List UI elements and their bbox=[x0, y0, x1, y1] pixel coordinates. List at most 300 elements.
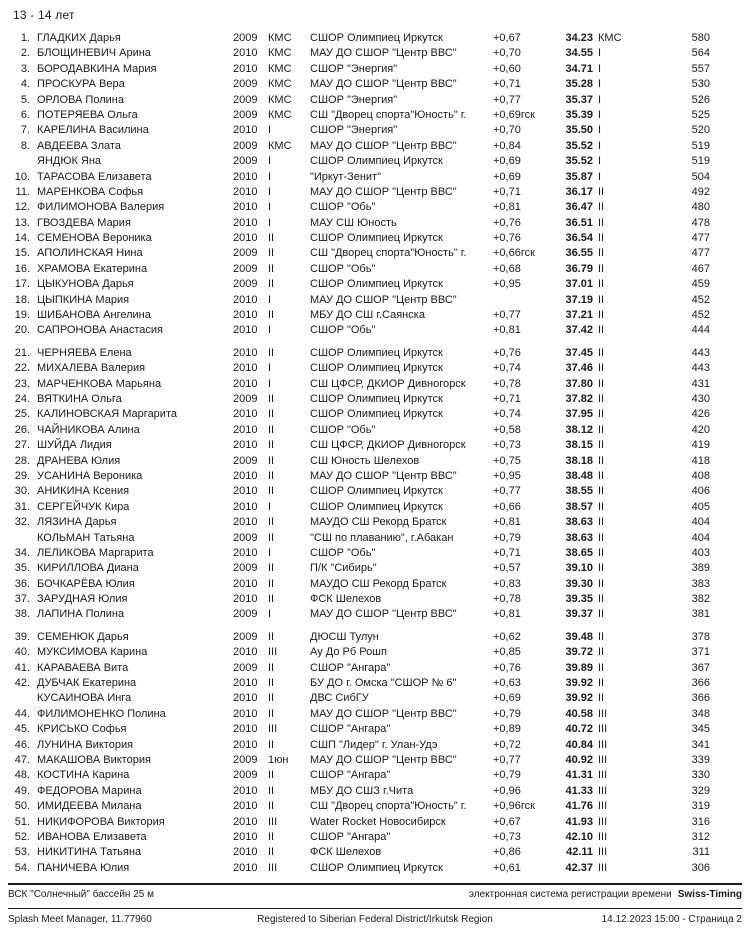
cell-reaction: +0,67 bbox=[493, 32, 521, 44]
cell-club: СШОР "Ангара" bbox=[310, 661, 391, 674]
cell-points: 530 bbox=[691, 78, 710, 91]
timing-brand: Swiss-Timing bbox=[677, 889, 742, 900]
cell-club: СШОР Олимпиец Иркутск bbox=[310, 346, 443, 359]
cell-place: 17. bbox=[14, 278, 30, 291]
cell-time: 39.30 bbox=[565, 577, 593, 590]
timing-system bbox=[469, 888, 742, 902]
table-row bbox=[0, 607, 750, 622]
cell-reaction: +0,69гск bbox=[493, 108, 535, 121]
cell-points: 452 bbox=[691, 309, 710, 322]
cell-name: ФИЛИМОНЕНКО Полина bbox=[37, 707, 166, 720]
cell-rank: II bbox=[268, 707, 275, 720]
cell-reaction: +0,79 bbox=[493, 769, 521, 782]
cell-reaction: +0,96гск bbox=[493, 800, 535, 813]
cell-new-rank: I bbox=[598, 47, 602, 60]
cell-year: 2009 bbox=[233, 139, 258, 152]
cell-points: 418 bbox=[691, 454, 710, 467]
cell-points: 330 bbox=[691, 769, 710, 782]
cell-year: 2009 bbox=[233, 108, 258, 121]
cell-year: 2010 bbox=[233, 646, 258, 659]
cell-year: 2010 bbox=[233, 201, 258, 214]
cell-place: 24. bbox=[14, 392, 30, 405]
cell-name: ИМИДЕЕВА Милана bbox=[37, 800, 142, 813]
table-row bbox=[0, 722, 750, 737]
cell-rank: II bbox=[268, 423, 275, 436]
table-row bbox=[0, 323, 750, 338]
cell-name: КАРАВАЕВА Вита bbox=[37, 661, 129, 674]
cell-new-rank: III bbox=[598, 707, 608, 720]
cell-name: КОСТИНА Карина bbox=[37, 769, 130, 782]
cell-rank: II bbox=[268, 408, 275, 421]
cell-year: 2010 bbox=[233, 124, 258, 137]
cell-reaction: +0,86 bbox=[493, 846, 521, 859]
cell-name: САПРОНОВА Анастасия bbox=[37, 324, 164, 337]
cell-points: 426 bbox=[691, 408, 710, 421]
footer-rule-thick bbox=[8, 883, 742, 885]
cell-place: 12. bbox=[14, 201, 30, 214]
cell-place: 38. bbox=[14, 608, 30, 621]
cell-reaction: +0,77 bbox=[493, 93, 521, 106]
cell-new-rank: III bbox=[598, 861, 608, 874]
cell-name: ЛЕЛИКОВА Маргарита bbox=[37, 546, 154, 559]
cell-points: 478 bbox=[691, 216, 710, 229]
cell-points: 504 bbox=[691, 170, 710, 183]
cell-club: БУ ДО г. Омска "СШОР № 6" bbox=[310, 677, 457, 690]
cell-year: 2010 bbox=[233, 692, 258, 705]
cell-reaction: +0,71 bbox=[493, 546, 521, 559]
cell-year: 2010 bbox=[233, 500, 258, 513]
cell-year: 2010 bbox=[233, 593, 258, 606]
cell-new-rank: II bbox=[598, 646, 605, 659]
cell-club: СШОР "Обь" bbox=[310, 423, 376, 436]
cell-place: 49. bbox=[14, 784, 30, 797]
cell-rank: II bbox=[268, 800, 275, 813]
cell-year: 2009 bbox=[233, 454, 258, 467]
cell-time: 42.10 bbox=[565, 830, 593, 843]
table-row bbox=[0, 738, 750, 753]
cell-time: 39.89 bbox=[565, 661, 593, 674]
cell-name: ТАРАСОВА Елизавета bbox=[37, 170, 152, 183]
cell-reaction: +0,71 bbox=[493, 185, 521, 198]
cell-reaction: +0,62 bbox=[493, 630, 521, 643]
table-row bbox=[0, 784, 750, 799]
cell-club: СШОР "Обь" bbox=[310, 262, 376, 275]
cell-place: 41. bbox=[14, 661, 30, 674]
cell-name: ФИЛИМОНОВА Валерия bbox=[37, 201, 165, 214]
cell-points: 404 bbox=[691, 531, 710, 544]
cell-new-rank: II bbox=[598, 232, 605, 245]
cell-time: 41.76 bbox=[565, 800, 593, 813]
cell-points: 405 bbox=[691, 500, 710, 513]
cell-points: 467 bbox=[691, 262, 710, 275]
cell-time: 36.47 bbox=[565, 201, 593, 214]
cell-reaction: +0,76 bbox=[493, 216, 521, 229]
cell-reaction: +0,95 bbox=[493, 469, 521, 482]
cell-name: ГЛАДКИХ Дарья bbox=[37, 32, 121, 44]
cell-name: НИКИТИНА Татьяна bbox=[37, 846, 142, 859]
cell-year: 2009 bbox=[233, 661, 258, 674]
cell-points: 383 bbox=[691, 577, 710, 590]
cell-name: АВДЕЕВА Злата bbox=[37, 139, 121, 152]
cell-new-rank: КМС bbox=[598, 32, 622, 44]
table-row bbox=[0, 200, 750, 215]
cell-reaction: +0,76 bbox=[493, 232, 521, 245]
cell-points: 316 bbox=[691, 815, 710, 828]
cell-new-rank: III bbox=[598, 769, 608, 782]
cell-place: 2. bbox=[20, 47, 30, 60]
cell-place: 28. bbox=[14, 454, 30, 467]
cell-place: 7. bbox=[20, 124, 30, 137]
cell-year: 2010 bbox=[233, 377, 258, 390]
table-row bbox=[0, 407, 750, 422]
cell-name: ЧАЙНИКОВА Алина bbox=[37, 423, 140, 436]
cell-new-rank: II bbox=[598, 439, 605, 452]
timing-system-label: электронная система регистрации времени bbox=[468, 889, 672, 900]
cell-rank: КМС bbox=[268, 78, 292, 91]
cell-new-rank: III bbox=[598, 723, 608, 736]
cell-year: 2010 bbox=[233, 846, 258, 859]
cell-time: 39.37 bbox=[565, 608, 593, 621]
table-row bbox=[0, 216, 750, 231]
cell-time: 35.50 bbox=[565, 124, 593, 137]
cell-reaction: +0,73 bbox=[493, 439, 521, 452]
cell-year: 2009 bbox=[233, 392, 258, 405]
cell-year: 2010 bbox=[233, 677, 258, 690]
cell-rank: II bbox=[268, 454, 275, 467]
cell-name: БОЧКАРЁВА Юлия bbox=[37, 577, 135, 590]
footer-rule-thin bbox=[8, 908, 742, 909]
cell-rank: I bbox=[268, 546, 272, 559]
cell-rank: КМС bbox=[268, 108, 292, 121]
cell-new-rank: II bbox=[598, 677, 605, 690]
cell-club: МАУ ДО СШОР "Центр ВВС" bbox=[310, 78, 457, 91]
cell-time: 34.23 bbox=[565, 32, 593, 44]
cell-year: 2010 bbox=[233, 485, 258, 498]
cell-year: 2010 bbox=[233, 362, 258, 375]
cell-place bbox=[0, 531, 30, 546]
cell-points: 459 bbox=[691, 278, 710, 291]
cell-year: 2010 bbox=[233, 216, 258, 229]
cell-time: 37.01 bbox=[565, 278, 593, 291]
cell-place: 39. bbox=[14, 630, 30, 643]
cell-points: 319 bbox=[691, 800, 710, 813]
cell-name: МАРЕНКОВА Софья bbox=[37, 185, 144, 198]
cell-rank: I bbox=[268, 216, 272, 229]
cell-points: 366 bbox=[691, 692, 710, 705]
cell-points: 382 bbox=[691, 593, 710, 606]
cell-new-rank: II bbox=[598, 324, 605, 337]
cell-club: СШ ЦФСР, ДКИОР Дивногорск bbox=[310, 377, 466, 390]
cell-time: 37.46 bbox=[565, 362, 593, 375]
cell-new-rank: II bbox=[598, 485, 605, 498]
cell-place: 22. bbox=[14, 362, 30, 375]
table-row bbox=[0, 93, 750, 108]
cell-rank: II bbox=[268, 738, 275, 751]
cell-rank: I bbox=[268, 155, 272, 168]
cell-time: 41.93 bbox=[565, 815, 593, 828]
cell-time: 38.48 bbox=[565, 469, 593, 482]
cell-rank: I bbox=[268, 201, 272, 214]
cell-year: 2010 bbox=[233, 346, 258, 359]
cell-place: 53. bbox=[14, 846, 30, 859]
cell-points: 339 bbox=[691, 753, 710, 766]
cell-new-rank: II bbox=[598, 278, 605, 291]
cell-time: 35.28 bbox=[565, 78, 593, 91]
cell-club: СШОР "Ангара" bbox=[310, 723, 391, 736]
table-row bbox=[0, 246, 750, 261]
cell-rank: I bbox=[268, 324, 272, 337]
cell-club: СШОР "Энергия" bbox=[310, 93, 398, 106]
cell-year: 2009 bbox=[233, 769, 258, 782]
cell-club: СШОР Олимпиец Иркутск bbox=[310, 861, 443, 874]
cell-points: 480 bbox=[691, 201, 710, 214]
cell-rank: КМС bbox=[268, 32, 292, 44]
cell-time: 37.19 bbox=[565, 293, 593, 306]
cell-club: ФСК Шелехов bbox=[310, 846, 382, 859]
cell-reaction: +0,79 bbox=[493, 707, 521, 720]
cell-time: 34.55 bbox=[565, 47, 593, 60]
cell-place: 45. bbox=[14, 723, 30, 736]
cell-rank: I bbox=[268, 293, 272, 306]
cell-club: СШ "Дворец спорта"Юность" г. bbox=[310, 800, 467, 813]
cell-name: КИРИЛЛОВА Диана bbox=[37, 562, 139, 575]
cell-new-rank: I bbox=[598, 78, 602, 91]
table-row bbox=[0, 77, 750, 92]
cell-time: 41.31 bbox=[565, 769, 593, 782]
cell-new-rank: III bbox=[598, 753, 608, 766]
cell-place: 36. bbox=[14, 577, 30, 590]
cell-name: ФЕДОРОВА Марина bbox=[37, 784, 142, 797]
cell-name: МИХАЛЕВА Валерия bbox=[37, 362, 146, 375]
cell-reaction: +0,69 bbox=[493, 155, 521, 168]
table-row bbox=[0, 500, 750, 515]
cell-year: 2010 bbox=[233, 516, 258, 529]
cell-points: 444 bbox=[691, 324, 710, 337]
cell-place: 5. bbox=[20, 93, 30, 106]
cell-points: 477 bbox=[691, 247, 710, 260]
cell-club: СШОР "Обь" bbox=[310, 201, 376, 214]
cell-rank: III bbox=[268, 861, 278, 874]
cell-points: 341 bbox=[691, 738, 710, 751]
cell-new-rank: II bbox=[598, 562, 605, 575]
cell-new-rank: I bbox=[598, 155, 602, 168]
cell-points: 306 bbox=[691, 861, 710, 874]
table-row bbox=[0, 46, 750, 61]
cell-club: МАУДО СШ Рекорд Братск bbox=[310, 516, 447, 529]
cell-year: 2009 bbox=[233, 630, 258, 643]
cell-name: ГВОЗДЕВА Мария bbox=[37, 216, 131, 229]
cell-name: ЛАПИНА Полина bbox=[37, 608, 125, 621]
cell-rank: II bbox=[268, 630, 275, 643]
cell-place: 15. bbox=[14, 247, 30, 260]
cell-rank: II bbox=[268, 346, 275, 359]
table-row bbox=[0, 139, 750, 154]
cell-rank: II bbox=[268, 485, 275, 498]
table-row bbox=[0, 469, 750, 484]
cell-reaction: +0,77 bbox=[493, 485, 521, 498]
cell-place: 42. bbox=[14, 677, 30, 690]
cell-time: 35.52 bbox=[565, 139, 593, 152]
table-row bbox=[0, 546, 750, 561]
cell-rank: I bbox=[268, 185, 272, 198]
cell-club: МАУ СШ Юность bbox=[310, 216, 397, 229]
cell-time: 39.35 bbox=[565, 593, 593, 606]
cell-reaction: +0,77 bbox=[493, 753, 521, 766]
cell-reaction: +0,67 bbox=[493, 815, 521, 828]
cell-new-rank: II bbox=[598, 185, 605, 198]
cell-reaction: +0,71 bbox=[493, 78, 521, 91]
cell-rank: II bbox=[268, 577, 275, 590]
cell-new-rank: II bbox=[598, 216, 605, 229]
table-row bbox=[0, 392, 750, 407]
cell-reaction: +0,78 bbox=[493, 377, 521, 390]
cell-club: СШОР Олимпиец Иркутск bbox=[310, 500, 443, 513]
cell-year: 2009 bbox=[233, 262, 258, 275]
cell-place: 30. bbox=[14, 485, 30, 498]
cell-time: 42.11 bbox=[566, 846, 593, 859]
cell-name: МАРЧЕНКОВА Марьяна bbox=[37, 377, 162, 390]
cell-new-rank: III bbox=[598, 784, 608, 797]
cell-club: МАУ ДО СШОР "Центр ВВС" bbox=[310, 185, 457, 198]
cell-rank: II bbox=[268, 516, 275, 529]
cell-points: 403 bbox=[691, 546, 710, 559]
cell-time: 38.15 bbox=[565, 439, 593, 452]
cell-new-rank: II bbox=[598, 346, 605, 359]
cell-reaction: +0,77 bbox=[493, 309, 521, 322]
cell-year: 2009 bbox=[233, 32, 258, 44]
table-row bbox=[0, 815, 750, 830]
table-row bbox=[0, 231, 750, 246]
table-row bbox=[0, 154, 750, 169]
cell-time: 37.82 bbox=[565, 392, 593, 405]
cell-new-rank: III bbox=[598, 738, 608, 751]
cell-club: МАУ ДО СШОР "Центр ВВС" bbox=[310, 707, 457, 720]
cell-reaction: +0,61 bbox=[493, 861, 521, 874]
cell-points: 492 bbox=[691, 185, 710, 198]
cell-year: 2010 bbox=[233, 423, 258, 436]
cell-name: ИВАНОВА Елизавета bbox=[37, 830, 147, 843]
table-row bbox=[0, 531, 750, 546]
cell-club: МАУ ДО СШОР "Центр ВВС" bbox=[310, 753, 457, 766]
cell-time: 37.21 bbox=[565, 309, 593, 322]
cell-points: 404 bbox=[691, 516, 710, 529]
cell-rank: II bbox=[268, 784, 275, 797]
cell-points: 381 bbox=[691, 608, 710, 621]
cell-new-rank: II bbox=[598, 293, 605, 306]
cell-new-rank: II bbox=[598, 408, 605, 421]
cell-club: СШ Юность Шелехов bbox=[310, 454, 420, 467]
cell-reaction: +0,57 bbox=[493, 562, 521, 575]
cell-place: 20. bbox=[14, 324, 30, 337]
cell-time: 38.55 bbox=[565, 485, 593, 498]
cell-club: МБУ ДО СШЗ г.Чита bbox=[310, 784, 414, 797]
venue-label: ВСК "Солнечный" бассейн 25 м bbox=[8, 889, 154, 900]
table-row bbox=[0, 661, 750, 676]
table-row bbox=[0, 676, 750, 691]
cell-reaction: +0,69 bbox=[493, 692, 521, 705]
cell-points: 311 bbox=[692, 846, 710, 859]
cell-name: ЗАРУДНАЯ Юлия bbox=[37, 593, 128, 606]
cell-name: КАЛИНОВСКАЯ Маргарита bbox=[37, 408, 177, 421]
cell-name: ПОТЕРЯЕВА Ольга bbox=[37, 108, 138, 121]
cell-rank: II bbox=[268, 232, 275, 245]
cell-reaction bbox=[493, 293, 547, 308]
table-row bbox=[0, 830, 750, 845]
cell-club: СШОР Олимпиец Иркутск bbox=[310, 155, 443, 168]
cell-name: АПОЛИНСКАЯ Нина bbox=[37, 247, 143, 260]
cell-new-rank: II bbox=[598, 454, 605, 467]
cell-name: ЛЯЗИНА Дарья bbox=[37, 516, 117, 529]
cell-name: МАКАШОВА Виктория bbox=[37, 753, 151, 766]
cell-reaction: +0,84 bbox=[493, 139, 521, 152]
cell-rank: II bbox=[268, 262, 275, 275]
cell-club: Water Rocket Новосибирск bbox=[310, 815, 446, 828]
cell-rank: II bbox=[268, 531, 275, 544]
cell-points: 526 bbox=[691, 93, 710, 106]
results-table-body bbox=[0, 31, 750, 876]
cell-rank: II bbox=[268, 469, 275, 482]
cell-rank: II bbox=[268, 439, 275, 452]
cell-rank: I bbox=[268, 170, 272, 183]
cell-place: 48. bbox=[14, 769, 30, 782]
cell-year: 2010 bbox=[233, 815, 258, 828]
table-row bbox=[0, 630, 750, 645]
cell-reaction: +0,78 bbox=[493, 593, 521, 606]
cell-reaction: +0,68 bbox=[493, 262, 521, 275]
cell-reaction: +0,66 bbox=[493, 500, 521, 513]
cell-points: 430 bbox=[691, 392, 710, 405]
cell-year: 2010 bbox=[233, 800, 258, 813]
cell-new-rank: II bbox=[598, 262, 605, 275]
cell-place: 13. bbox=[14, 216, 30, 229]
cell-time: 37.42 bbox=[565, 324, 593, 337]
cell-time: 41.33 bbox=[565, 784, 593, 797]
cell-points: 564 bbox=[691, 47, 710, 60]
cell-time: 42.37 bbox=[565, 861, 593, 874]
cell-club: МАУ ДО СШОР "Центр ВВС" bbox=[310, 293, 457, 306]
cell-time: 37.45 bbox=[565, 346, 593, 359]
cell-club: СШ "Дворец спорта"Юность" г. bbox=[310, 247, 467, 260]
cell-club: СШОР "Энергия" bbox=[310, 62, 398, 75]
cell-time: 38.63 bbox=[565, 516, 593, 529]
cell-place: 44. bbox=[14, 707, 30, 720]
cell-reaction: +0,74 bbox=[493, 408, 521, 421]
cell-name: ЦЫПКИНА Мария bbox=[37, 293, 130, 306]
cell-rank: I bbox=[268, 500, 272, 513]
cell-time: 34.71 bbox=[565, 62, 593, 75]
cell-club: СШ ЦФСР, ДКИОР Дивногорск bbox=[310, 439, 466, 452]
cell-club: СШОР "Обь" bbox=[310, 324, 376, 337]
cell-points: 371 bbox=[691, 646, 710, 659]
cell-place: 31. bbox=[14, 500, 30, 513]
cell-year: 2010 bbox=[233, 439, 258, 452]
cell-time: 36.55 bbox=[565, 247, 593, 260]
table-row bbox=[0, 308, 750, 323]
cell-new-rank: II bbox=[598, 377, 605, 390]
cell-place: 16. bbox=[14, 262, 30, 275]
cell-new-rank: II bbox=[598, 309, 605, 322]
cell-points: 580 bbox=[691, 32, 710, 44]
table-row bbox=[0, 861, 750, 876]
cell-name: НИКИФОРОВА Виктория bbox=[37, 815, 165, 828]
cell-club: МАУ ДО СШОР "Центр ВВС" bbox=[310, 47, 457, 60]
cell-year: 2010 bbox=[233, 309, 258, 322]
cell-year: 2009 bbox=[233, 562, 258, 575]
cell-year: 2010 bbox=[233, 62, 258, 75]
cell-year: 2010 bbox=[233, 185, 258, 198]
cell-time: 37.95 bbox=[565, 408, 593, 421]
cell-rank: КМС bbox=[268, 62, 292, 75]
